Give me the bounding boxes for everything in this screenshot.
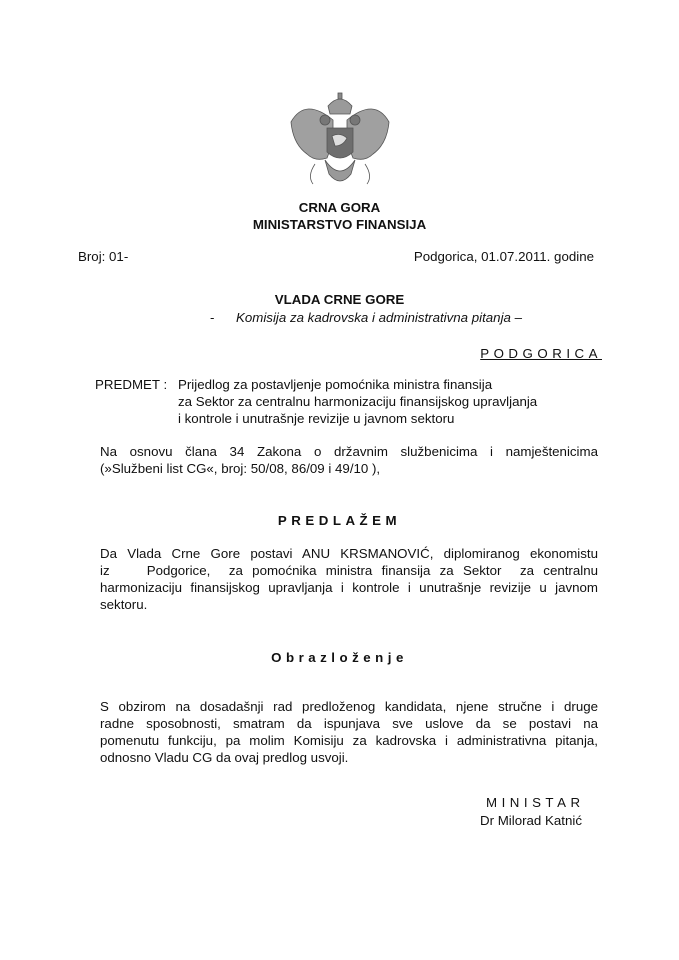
ministry-heading: MINISTARSTVO FINANSIJA xyxy=(252,217,427,232)
recipient-name: VLADA CRNE GORE xyxy=(274,292,405,307)
signature-name: Dr Milorad Katnić xyxy=(480,813,582,828)
subject-line: i kontrole i unutrašnje revizije u javnom sektoru xyxy=(178,411,455,426)
proposal-line: sektoru. xyxy=(100,597,148,612)
subject-line: Prijedlog za postavljenje pomoćnika ministra finansija xyxy=(178,377,493,392)
place-date: Podgorica, 01.07.2011. godine xyxy=(413,249,594,264)
subject-label: PREDMET : xyxy=(95,377,168,392)
recipient-city: PODGORICA xyxy=(480,346,602,361)
dash: - xyxy=(210,310,215,325)
document-number: Broj: 01- xyxy=(78,249,129,264)
signature-title: MINISTAR xyxy=(486,795,585,810)
recipient-commission: Komisija za kadrovska i administrativna pitanja – xyxy=(236,310,523,325)
rationale-line: radne sposobnosti, smatram da ispunjava sve uslove da se postavi na xyxy=(100,716,598,731)
proposal-line: harmonizaciju finansijskog upravljanja i kontrole i unutrašnje revizije u javnom xyxy=(100,580,598,595)
country-heading: CRNA GORA xyxy=(298,200,381,215)
coat-of-arms-emblem xyxy=(285,92,395,190)
basis-line: (»Službeni list CG«, broj: 50/08, 86/09 i 49/10 ), xyxy=(100,461,381,476)
rationale-line: odnosno Vladu CG da ovaj predlog usvoji. xyxy=(100,750,349,765)
basis-line: Na osnovu člana 34 Zakona o državnim službenicima i namještenicima xyxy=(100,444,598,459)
rationale-line: S obzirom na dosadašnji rad predloženog kandidata, njene stručne i druge xyxy=(100,699,598,714)
proposal-line: Da Vlada Crne Gore postavi ANU KRSMANOVIĆ, diplomiranog ekonomistu xyxy=(100,546,598,561)
rationale-heading: Obrazloženje xyxy=(271,650,408,665)
rationale-line: pomenutu funkciju, pa molim Komisiju za kadrovska i administrativna pitanja, xyxy=(100,733,598,748)
proposal-heading: PREDLAŽEM xyxy=(277,513,402,528)
subject-line: za Sektor za centralnu harmonizaciju finansijskog upravljanja xyxy=(178,394,538,409)
proposal-line: iz Podgorice, za pomoćnika ministra finansija za Sektor za centralnu xyxy=(100,563,598,578)
